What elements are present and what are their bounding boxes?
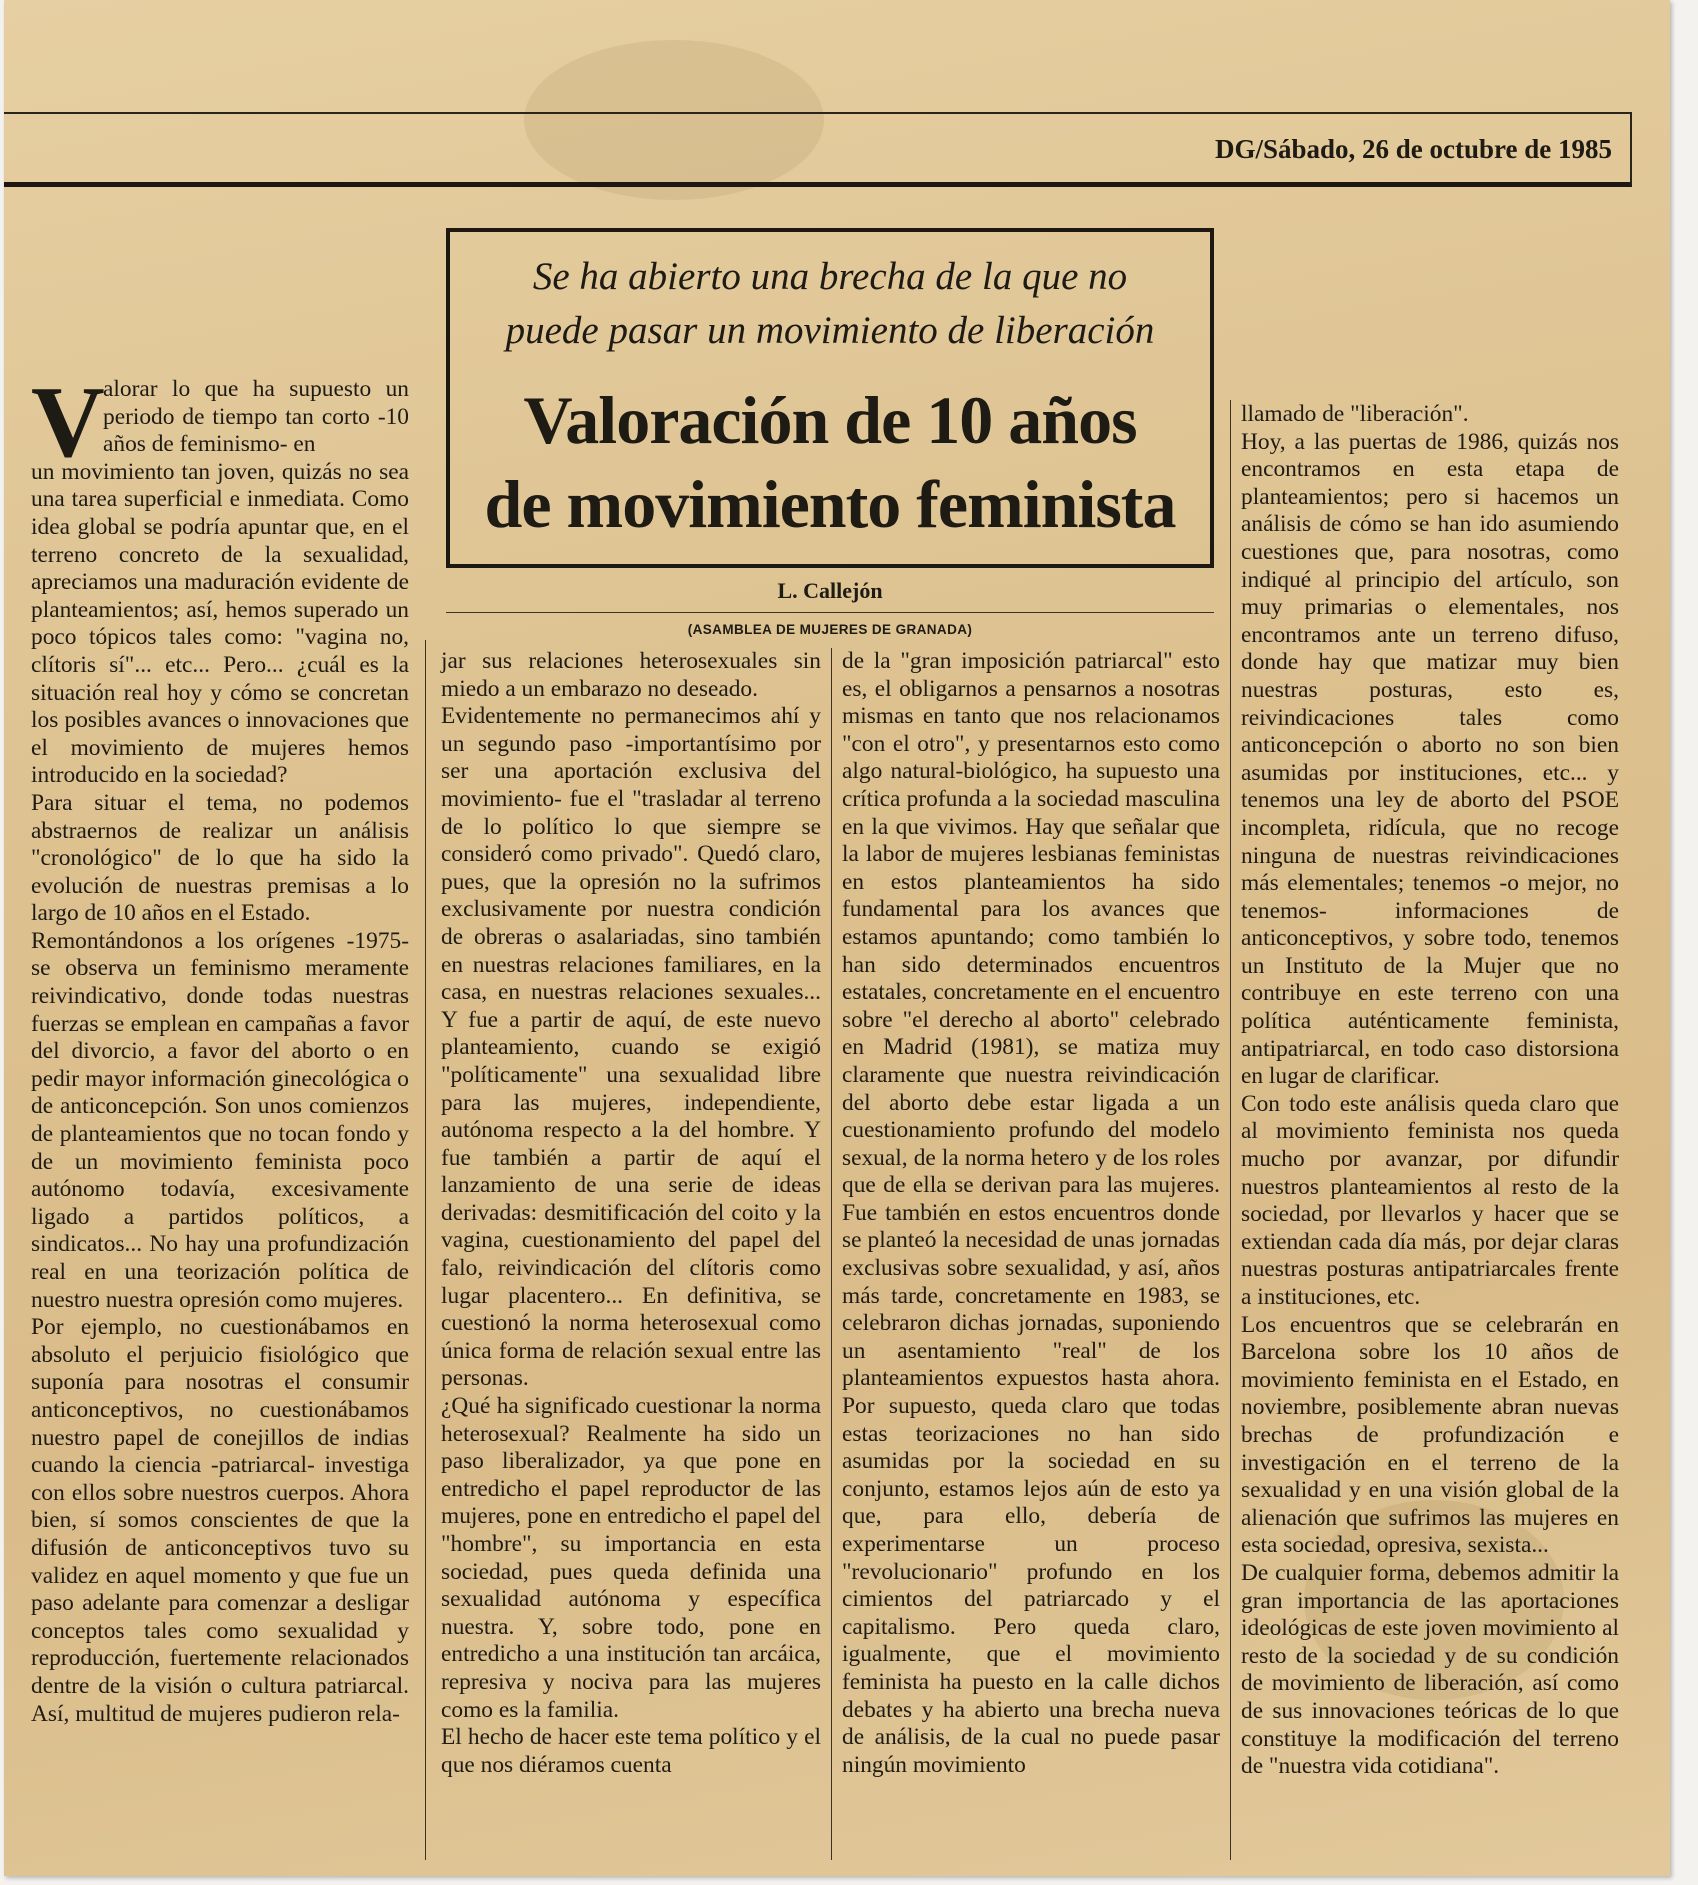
column-rule xyxy=(1230,400,1231,1860)
column-1-opening: alorar lo que ha supuesto un periodo de tiempo tan corto -10 años de feminismo- en xyxy=(103,376,409,458)
kicker xyxy=(450,250,1210,358)
date-line: DG/Sábado, 26 de octubre de 1985 xyxy=(1214,134,1612,164)
newspaper-clipping xyxy=(4,0,1670,1876)
headline-line: Valoración de 10 años xyxy=(523,382,1137,458)
byline: L. Callejón xyxy=(777,578,883,603)
article-column-2: jar sus relaciones heterosexuales sin miedo a un embarazo no deseado. Evidentemente no permanecimos ahí y un segundo paso -importantísimo por ser una aportación exclusiva del movimiento- fue el "trasladar al terreno de lo político lo que siempre se consideró como privado". Quedó claro, pues, que la opresión no la sufrimos exclusivamente por nuestra condición de obreras o asalariadas, sino también en nuestras relaciones familiares, en la casa, en nuestras relaciones sexuales... Y fue a partir de aquí, de este nuevo planteamiento, cuando se exigió "políticamente" una sexualidad libre para las mujeres, independiente, autónoma respecto a la del hombre. Y fue también a partir de aquí el lanzamiento de una serie de ideas derivadas: desmitificación del coito y la vagina, cuestionamiento del papel del falo, reivindicación del clítoris como lugar placentero... En definitiva, se cuestionó la norma heterosexual como única forma de relación sexual entre las personas. ¿Qué ha significado cuestionar la norma heterosexual? Realmente ha sido un paso liberalizador, ya que pone en entredicho el papel reproductor de las mujeres, pone en entredicho el papel del "hombre", su importancia en esta sociedad, pues queda definida una sexualidad autónoma y específica nuestra. Y, sobre todo, pone en entredicho a una institución tan arcáica, represiva y nociva para las mujeres como es la familia. El hecho de hacer este tema político y el que nos diéramos cuenta xyxy=(441,648,821,1778)
article-column-3: de la "gran imposición patriarcal" esto es, el obligarnos a pensarnos a nosotras mismas en tanto que nos relacionamos "con el otro", y presentarnos esto como algo natural-biológico, ha supuesto una crítica profunda a la sociedad masculina en la que vivimos. Hay que señalar que la labor de mujeres lesbianas feministas en estos planteamientos ha sido fundamental para los avances que estamos apuntando; como también lo han sido determinados encuentros estatales, concretamente en el encuentro sobre "el derecho al aborto" celebrado en Madrid (1981), se matiza muy claramente que nuestra reivindicación del aborto debe estar ligada a un cuestionamiento profundo del modelo sexual, de la norma hetero y de los roles que de ella se derivan para las mujeres. Fue también en estos encuentros donde se planteó la necesidad de unas jornadas exclusivas sobre sexualidad, y así, años más tarde, concretamente en 1983, se celebraron dichas jornadas, suponiendo un asentamiento "real" de los planteamientos expuestos hasta ahora. Por supuesto, queda claro que todas estas teorizaciones no han sido asumidas por la sociedad en su conjunto, estamos lejos aún de esto ya que, para ello, debería de experimentarse un proceso "revolucionario" profundo en los cimientos del patriarcado y el capitalismo. Pero queda claro, igualmente, que el movimiento feminista ha puesto en la calle dichos debates y ha abierto una brecha nueva de análisis, de la cual no puede pasar ningún movimiento xyxy=(842,648,1220,1778)
headline-box xyxy=(446,228,1214,568)
byline-rule xyxy=(446,612,1214,613)
column-rule xyxy=(425,640,426,1860)
affiliation: (ASAMBLEA DE MUJERES DE GRANADA) xyxy=(687,622,973,637)
headline xyxy=(450,378,1210,546)
date-header-frame xyxy=(4,112,1632,187)
article-column-4: llamado de "liberación". Hoy, a las puertas de 1986, quizás nos encontramos en esta etapa de planteamientos; pero si hacemos un análisis de cómo se han ido asumiendo cuestiones que, para nosotras, como indiqué al principio del artículo, son muy primarias o elementales, nos encontramos ante un terreno difuso, donde hay que matizar muy bien nuestras posturas, esto es, reivindicaciones tales como anticoncepción o aborto no son bien asumidas por instituciones, etc... y tenemos una ley de aborto del PSOE incompleta, ridícula, que no recoge ninguna de nuestras reivindicaciones más elementales; tenemos -o mejor, no tenemos- informaciones de anticonceptivos, y sobre todo, tenemos un Instituto de la Mujer que no contribuye en este terreno con una política auténticamente feminista, antipatriarcal, en todo caso distorsiona en lugar de clarificar. Con todo este análisis queda claro que al movimiento feminista nos queda mucho por avanzar, por difundir nuestros planteamientos al resto de la sociedad, por llevarlos y hacer que se extiendan cada día más, por dejar claras nuestras posturas antipatriarcales frente a instituciones, etc. Los encuentros que se celebrarán en Barcelona sobre los 10 años de movimiento feminista en el Estado, en noviembre, posiblemente abran nuevas brechas de profundización e investigación en el terreno de la sexualidad y en una visión global de la alienación que sufrimos las mujeres en esta sociedad, opresiva, sexista... De cualquier forma, debemos admitir la gran importancia de las aportaciones ideológicas de este joven movimiento al resto de la sociedad y de su condición de movimiento de liberación, así como de sus innovaciones teóricas de lo que constituye la modificación del terreno de "nuestra vida cotidiana". xyxy=(1241,401,1619,1780)
column-rule xyxy=(831,648,832,1860)
kicker-line: puede pasar un movimiento de liberación xyxy=(505,309,1155,352)
column-1-text: un movimiento tan joven, quizás no sea una tarea superficial e inmediata. Como idea global se podría apuntar que, en el terreno concreto de la sexualidad, apreciamos una maduración evidente de planteamientos; así, hemos superado un poco tópicos tales como: "vagina no, clítoris sí"... etc... Pero... ¿cuál es la situación real hoy y cómo se concretan los posibles avances o innovaciones que el movimiento de mujeres hemos introducido en la sociedad? Para situar el tema, no podemos abstraernos de realizar un análisis "cronológico" de lo que ha sido la evolución de nuestras premisas a lo largo de 10 años en el Estado. Remontándonos a los orígenes -1975- se observa un feminismo meramente reivindicativo, donde todas nuestras fuerzas se emplean en campañas a favor del divorcio, a favor del aborto o en pedir mayor información ginecológica o de anticoncepción. Son unos comienzos de planteamientos que no tocan fondo y de un movimiento feminista poco autónomo todavía, excesivamente ligado a partidos políticos, a sindicatos... No hay una profundización real en una teorización política de nuestro nuestra opresión como mujeres. Por ejemplo, no cuestionábamos en absoluto el perjuicio fisiológico que suponía para nosotras el consumir anticonceptivos, no cuestionábamos nuestro papel de conejillos de indias cuando la ciencia -patriarcal- investiga con ellos sobre nuestros cuerpos. Ahora bien, sí somos conscientes de que la difusión de anticonceptivos tuvo su validez en aquel momento y que fue un paso adelante para comenzar a desligar conceptos tales como sexualidad y reproducción, fuertemente relacionados dentre de la visión o cultura patriarcal. Así, multitud de mujeres pudieron rela- xyxy=(31,458,409,1727)
drop-cap: V xyxy=(31,366,105,479)
headline-line: de movimiento feminista xyxy=(484,466,1176,542)
article-column-1 xyxy=(31,366,409,1728)
kicker-line: Se ha abierto una brecha de la que no xyxy=(532,255,1128,298)
